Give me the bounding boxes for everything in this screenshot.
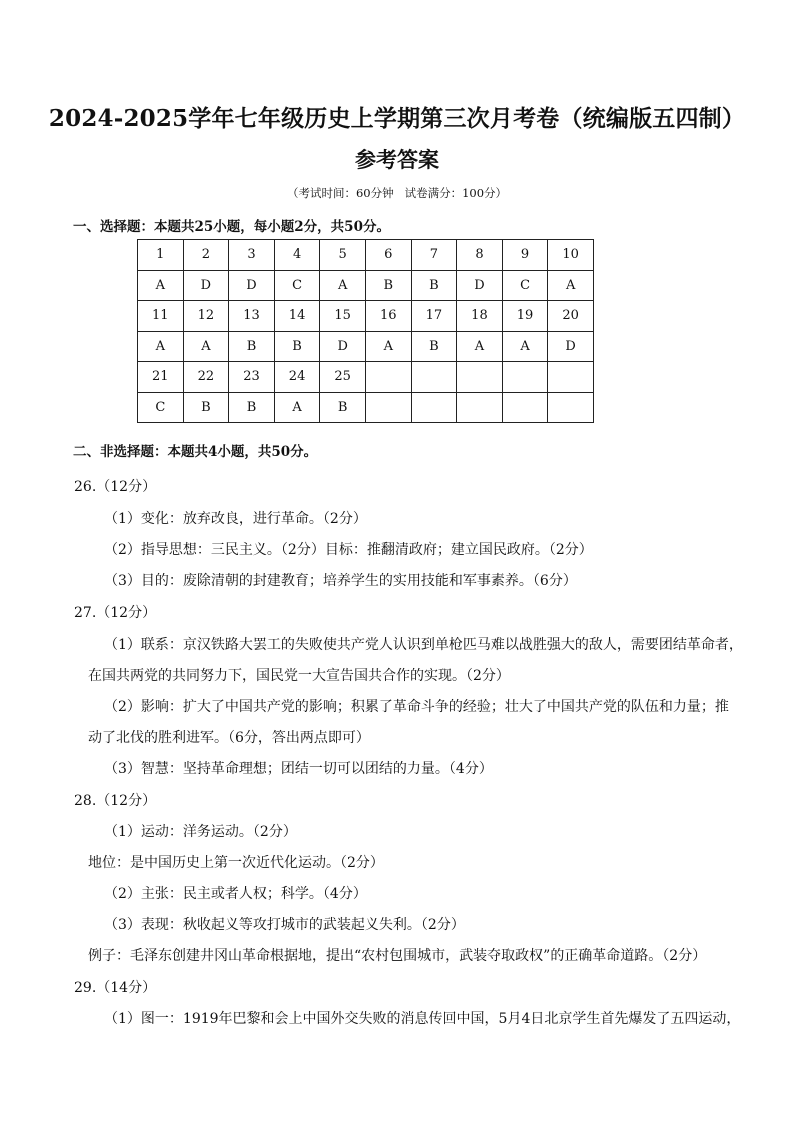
answer-line: （3）表现：秋收起义等攻打城市的武装起义失利。（2分） <box>104 917 465 933</box>
question-number-cell <box>365 362 411 393</box>
question-number-cell: 11 <box>138 301 184 332</box>
question-heading: 26.（12分） <box>74 479 157 495</box>
answer-cell <box>502 392 548 423</box>
answer-line: 地位：是中国历史上第一次近代化运动。（2分） <box>88 855 384 871</box>
question-number-cell: 9 <box>502 240 548 271</box>
question-number-cell: 4 <box>274 240 320 271</box>
answer-cell: A <box>138 270 184 301</box>
question-heading: 27.（12分） <box>74 605 157 621</box>
answer-cell: D <box>548 331 594 362</box>
question-number-cell: 5 <box>320 240 366 271</box>
answer-line: （1）变化：放弃改良，进行革命。（2分） <box>104 511 367 527</box>
answer-line: （3）目的：废除清朝的封建教育；培养学生的实用技能和军事素养。（6分） <box>104 573 577 589</box>
answer-cell: B <box>320 392 366 423</box>
question-number-cell <box>548 362 594 393</box>
question-number-cell: 3 <box>229 240 275 271</box>
answer-cell <box>365 392 411 423</box>
answer-cell: B <box>229 392 275 423</box>
answer-cell: A <box>548 270 594 301</box>
answer-line: 在国共两党的共同努力下，国民党一大宣告国共合作的实现。（2分） <box>88 668 510 684</box>
document-subtitle: 参考答案 <box>355 147 439 172</box>
question-number-cell <box>457 362 503 393</box>
section-2-heading: 二、非选择题：本题共4小题，共50分。 <box>73 444 318 460</box>
answer-cell: A <box>365 331 411 362</box>
answer-line: （1）运动：洋务运动。（2分） <box>104 824 297 840</box>
question-heading: 28.（12分） <box>74 793 157 809</box>
question-number-cell <box>411 362 457 393</box>
answer-line: 动了北伐的胜利进军。（6分，答出两点即可） <box>88 730 370 746</box>
answer-row <box>138 331 594 362</box>
answer-row <box>138 392 594 423</box>
answer-cell: B <box>229 331 275 362</box>
answer-cell: B <box>274 331 320 362</box>
answer-line: 例子：毛泽东创建井冈山革命根据地，提出“农村包围城市，武装夺取政权”的正确革命道路。（2分） <box>88 948 707 964</box>
question-number-cell: 23 <box>229 362 275 393</box>
answer-line: （2）影响：扩大了中国共产党的影响；积累了革命斗争的经验；壮大了中国共产党的队伍和力量；推 <box>104 699 729 715</box>
answer-cell: D <box>320 331 366 362</box>
question-number-cell: 7 <box>411 240 457 271</box>
answer-line: （1）联系：京汉铁路大罢工的失败使共产党人认识到单枪匹马难以战胜强大的敌人，需要团结革命者， <box>104 637 743 653</box>
answer-line: （3）智慧：坚持革命理想；团结一切可以团结的力量。（4分） <box>104 761 493 777</box>
question-number-row <box>138 301 594 332</box>
answer-cell: D <box>457 270 503 301</box>
question-number-cell: 1 <box>138 240 184 271</box>
question-number-cell: 22 <box>183 362 229 393</box>
answer-cell <box>411 392 457 423</box>
answer-cell: B <box>411 270 457 301</box>
question-number-cell <box>502 362 548 393</box>
question-number-cell: 2 <box>183 240 229 271</box>
answer-cell: A <box>183 331 229 362</box>
answer-row <box>138 270 594 301</box>
answer-line: （2）指导思想：三民主义。（2分）目标：推翻清政府；建立国民政府。（2分） <box>104 542 593 558</box>
question-number-cell: 14 <box>274 301 320 332</box>
answer-cell: A <box>138 331 184 362</box>
question-number-cell: 25 <box>320 362 366 393</box>
document-title: 2024-2025学年七年级历史上学期第三次月考卷（统编版五四制） <box>48 105 746 132</box>
answer-cell: C <box>274 270 320 301</box>
question-number-cell: 21 <box>138 362 184 393</box>
answer-table <box>137 239 594 423</box>
question-number-cell: 16 <box>365 301 411 332</box>
answer-cell: A <box>502 331 548 362</box>
answer-cell <box>457 392 503 423</box>
answer-cell: D <box>229 270 275 301</box>
question-number-cell: 20 <box>548 301 594 332</box>
section-1-heading: 一、选择题：本题共25小题，每小题2分，共50分。 <box>73 219 390 235</box>
question-number-row <box>138 240 594 271</box>
question-number-cell: 8 <box>457 240 503 271</box>
exam-note: （考试时间：60分钟 试卷满分：100分） <box>286 186 508 200</box>
question-number-cell: 13 <box>229 301 275 332</box>
answer-cell: B <box>365 270 411 301</box>
answer-cell: C <box>502 270 548 301</box>
question-number-cell: 18 <box>457 301 503 332</box>
question-number-row <box>138 362 594 393</box>
answer-cell: B <box>183 392 229 423</box>
answer-cell: C <box>138 392 184 423</box>
answer-line: （2）主张：民主或者人权；科学。（4分） <box>104 886 367 902</box>
question-number-cell: 19 <box>502 301 548 332</box>
answer-cell: A <box>274 392 320 423</box>
question-number-cell: 10 <box>548 240 594 271</box>
question-heading: 29.（14分） <box>74 980 157 996</box>
answer-line: （1）图一：1919年巴黎和会上中国外交失败的消息传回中国，5月4日北京学生首先爆发了五四运动， <box>104 1011 741 1027</box>
question-number-cell: 24 <box>274 362 320 393</box>
answer-cell: B <box>411 331 457 362</box>
answer-cell <box>548 392 594 423</box>
question-number-cell: 15 <box>320 301 366 332</box>
question-number-cell: 17 <box>411 301 457 332</box>
answer-cell: A <box>457 331 503 362</box>
answer-cell: D <box>183 270 229 301</box>
answer-cell: A <box>320 270 366 301</box>
question-number-cell: 6 <box>365 240 411 271</box>
question-number-cell: 12 <box>183 301 229 332</box>
